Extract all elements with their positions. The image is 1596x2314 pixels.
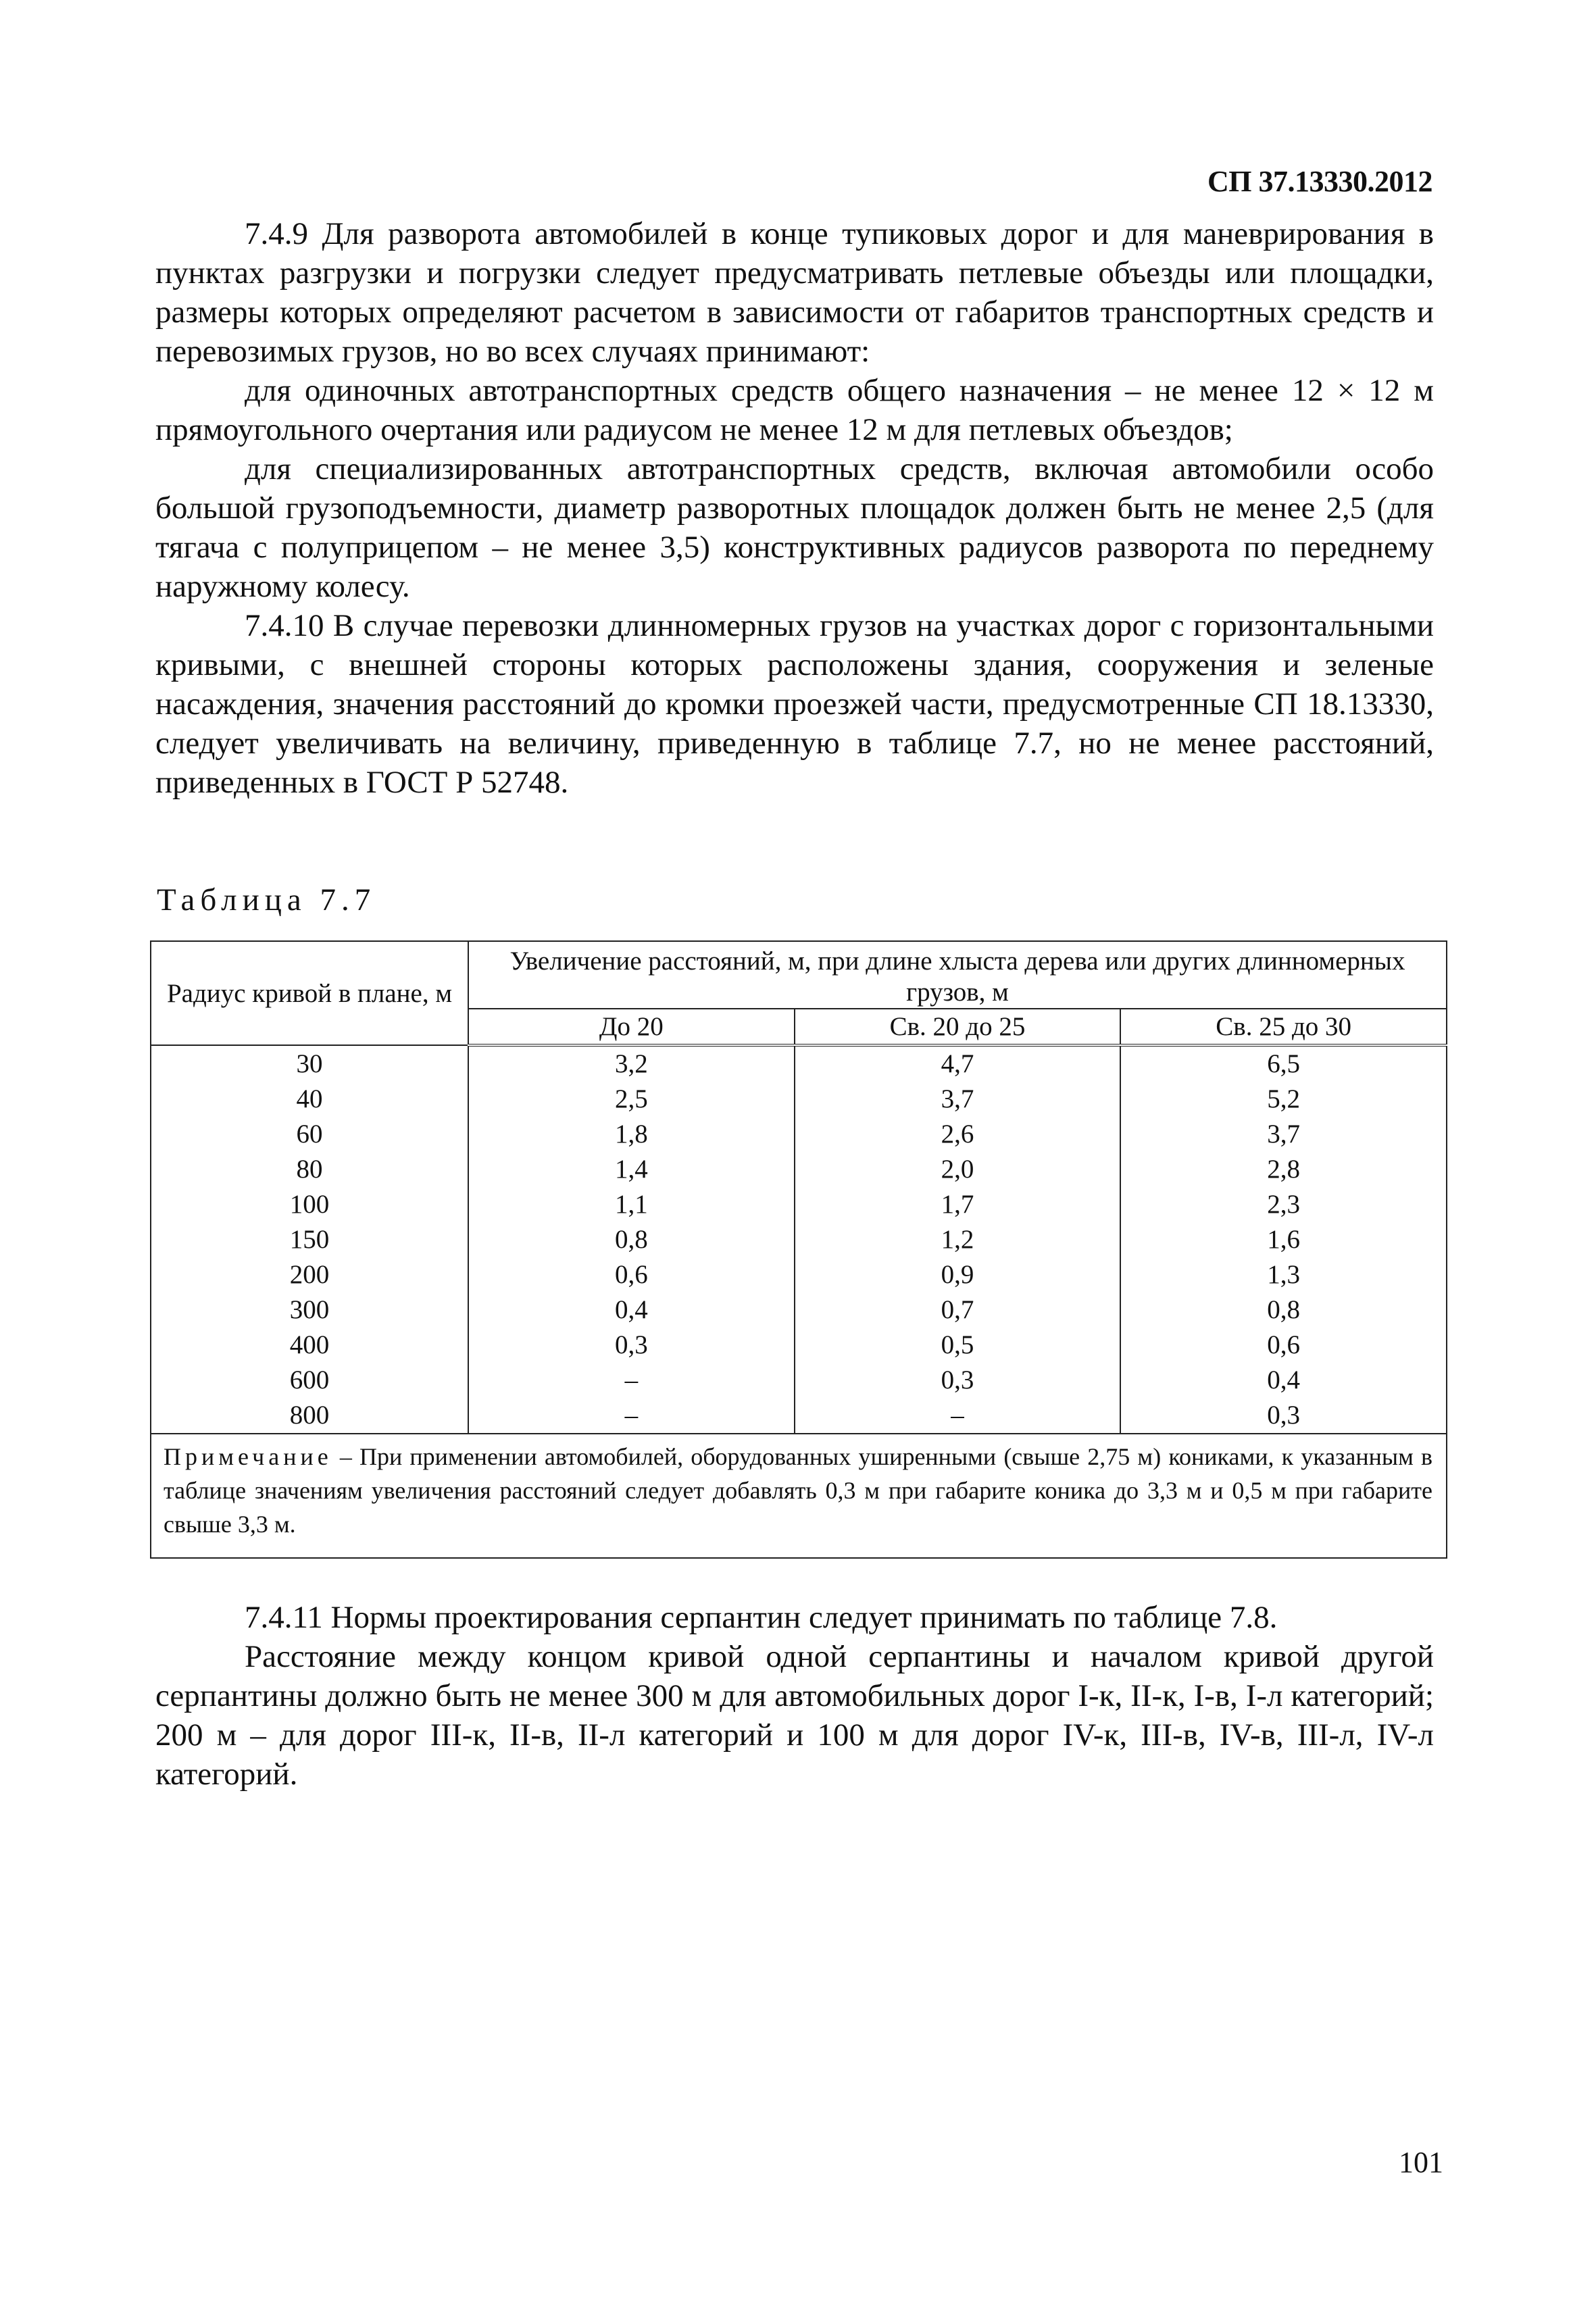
cell-value: 5,2: [1120, 1082, 1447, 1117]
cell-value: 1,4: [468, 1152, 795, 1187]
table-title: Таблица 7.7: [157, 882, 376, 917]
subheader-20-to-25: Св. 20 до 25: [795, 1009, 1121, 1045]
cell-value: 2,3: [1120, 1187, 1447, 1222]
table-row: [151, 1045, 1447, 1082]
table-row: [151, 1257, 1447, 1292]
table-row: [151, 1117, 1447, 1152]
cell-value: 3,7: [795, 1082, 1121, 1117]
cell-value: 1,2: [795, 1222, 1121, 1257]
cell-radius: 200: [151, 1257, 468, 1292]
table-row: [151, 1292, 1447, 1328]
bottom-text-block: [155, 1598, 1434, 1794]
cell-value: 2,6: [795, 1117, 1121, 1152]
table-row: [151, 1398, 1447, 1434]
table-7-7: [150, 940, 1447, 1559]
table-row: [151, 1187, 1447, 1222]
cell-radius: 60: [151, 1117, 468, 1152]
cell-value: 6,5: [1120, 1045, 1447, 1082]
cell-radius: 40: [151, 1082, 468, 1117]
cell-radius: 300: [151, 1292, 468, 1328]
cell-radius: 800: [151, 1398, 468, 1434]
cell-value: 1,1: [468, 1187, 795, 1222]
paragraph-single-vehicles: для одиночных автотранспортных средств общего назначения – не менее 12 × 12 м прямоугольного очертания или радиусом не менее 12 м для петлевых объездов;: [155, 373, 1434, 447]
table-row: [151, 1152, 1447, 1187]
document-code: СП 37.13330.2012: [1207, 165, 1432, 198]
cell-value: –: [468, 1398, 795, 1434]
table-note: [151, 1434, 1447, 1558]
cell-value: 0,3: [795, 1363, 1121, 1398]
cell-value: 3,7: [1120, 1117, 1447, 1152]
subheader-up-to-20: До 20: [468, 1009, 795, 1045]
cell-value: 0,3: [1120, 1398, 1447, 1434]
table-row: [151, 1082, 1447, 1117]
cell-value: 1,3: [1120, 1257, 1447, 1292]
cell-value: 1,7: [795, 1187, 1121, 1222]
header-increase: Увеличение расстояний, м, при длине хлыста дерева или других длинномерных грузов, м: [468, 941, 1447, 1009]
cell-value: 0,5: [795, 1328, 1121, 1363]
cell-value: 0,7: [795, 1292, 1121, 1328]
cell-value: 4,7: [795, 1045, 1121, 1082]
page-number: 101: [1399, 2146, 1443, 2179]
table-row: [151, 1222, 1447, 1257]
cell-value: –: [468, 1363, 795, 1398]
table-row: [151, 1328, 1447, 1363]
cell-radius: 30: [151, 1045, 468, 1082]
cell-value: 0,6: [468, 1257, 795, 1292]
top-text-block: [155, 214, 1434, 802]
subheader-25-to-30: Св. 25 до 30: [1120, 1009, 1447, 1045]
cell-radius: 100: [151, 1187, 468, 1222]
paragraph-7-4-11: 7.4.11 Нормы проектирования серпантин следует принимать по таблице 7.8.: [245, 1600, 1278, 1635]
cell-value: 0,8: [468, 1222, 795, 1257]
cell-radius: 400: [151, 1328, 468, 1363]
cell-value: 0,6: [1120, 1328, 1447, 1363]
cell-value: 3,2: [468, 1045, 795, 1082]
cell-value: 0,8: [1120, 1292, 1447, 1328]
cell-radius: 80: [151, 1152, 468, 1187]
cell-value: 0,4: [1120, 1363, 1447, 1398]
paragraph-specialized-vehicles: для специализированных автотранспортных средств, включая автомобили особо большой грузоподъемности, диаметр разворотных площадок должен быть не менее 2,5 (для тягача с полуприцепом – не менее 3,5) конструктивных радиусов разворота по переднему наружному колесу.: [155, 451, 1434, 604]
cell-value: –: [795, 1398, 1121, 1434]
cell-value: 2,5: [468, 1082, 795, 1117]
cell-value: 0,3: [468, 1328, 795, 1363]
paragraph-7-4-10: 7.4.10 В случае перевозки длинномерных грузов на участках дорог с горизонтальными кривыми, с внешней стороны которых расположены здания, сооружения и зеленые насаждения, значения расстояний до кромки проезжей части, предусмотренные СП 18.13330, следует увеличивать на величину, приведенную в таблице 7.7, но не менее расстояний, приведенных в ГОСТ Р 52748.: [155, 608, 1434, 800]
cell-value: 0,4: [468, 1292, 795, 1328]
header-radius: Радиус кривой в плане, м: [151, 941, 468, 1045]
cell-value: 2,0: [795, 1152, 1121, 1187]
cell-value: 0,9: [795, 1257, 1121, 1292]
paragraph-serpentine-distance: Расстояние между концом кривой одной серпантины и началом кривой другой серпантины должно быть не менее 300 м для автомобильных дорог I-к, II-к, I-в, I-л категорий; 200 м – для дорог III-к, II-в, II-л категорий и 100 м для дорог IV-к, III-в, IV-в, III-л, IV-л категорий.: [155, 1639, 1434, 1792]
paragraph-7-4-9: 7.4.9 Для разворота автомобилей в конце тупиковых дорог и для маневрирования в пунктах разгрузки и погрузки следует предусматривать петлевые объезды или площадки, размеры которых определяют расчетом в зависимости от габаритов транспортных средств и перевозимых грузов, но во всех случаях принимают:: [155, 216, 1434, 369]
cell-value: 1,8: [468, 1117, 795, 1152]
note-label: Примечание: [164, 1443, 332, 1470]
cell-value: 1,6: [1120, 1222, 1447, 1257]
cell-value: 2,8: [1120, 1152, 1447, 1187]
cell-radius: 600: [151, 1363, 468, 1398]
cell-radius: 150: [151, 1222, 468, 1257]
table-row: [151, 1363, 1447, 1398]
note-text: – При применении автомобилей, оборудованных уширенными (свыше 2,75 м) кониками, к указанным в таблице значениям увеличения расстояний следует добавлять 0,3 м при габарите коника до 3,3 м и 0,5 м при габарите свыше 3,3 м.: [164, 1443, 1432, 1538]
